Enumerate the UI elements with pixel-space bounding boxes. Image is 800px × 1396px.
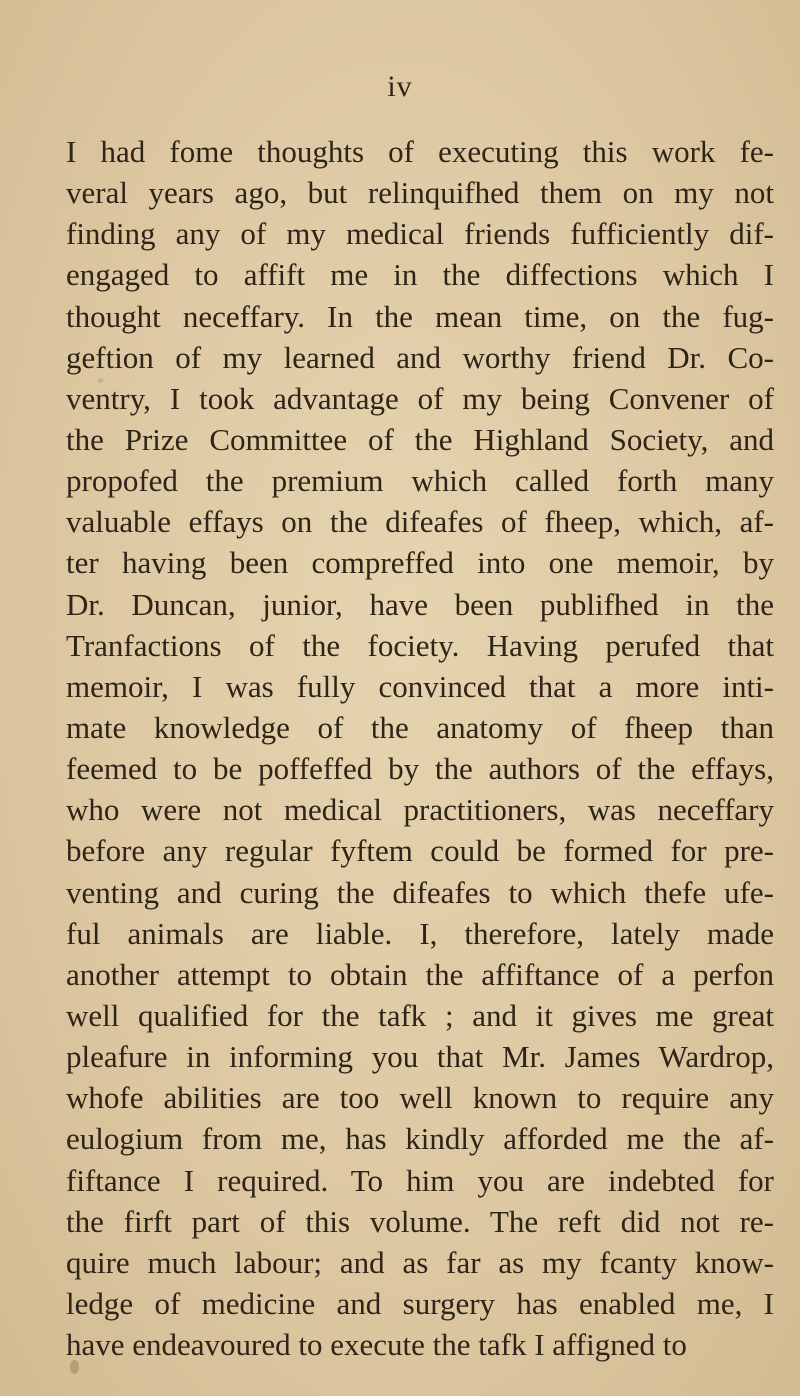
- text-line: have endeavoured to execute the tafk I affigned to: [66, 1327, 687, 1363]
- text-line: finding any of my medical friends fufficiently dif-: [66, 216, 774, 252]
- text-line: ter having been compreffed into one memoir, by: [66, 545, 774, 581]
- text-line: engaged to affift me in the diffections which I: [66, 257, 774, 293]
- text-line: fiftance I required. To him you are indebted for: [66, 1162, 774, 1198]
- text-line: memoir, I was fully convinced that a more inti-: [66, 668, 774, 704]
- text-line: ventry, I took advantage of my being Convener of: [66, 380, 774, 416]
- text-line: before any regular fyftem could be formed for pre-: [66, 833, 774, 869]
- text-line: Tranfactions of the fociety. Having perufed that: [66, 627, 774, 663]
- text-line: another attempt to obtain the affiftance of a perfon: [66, 956, 774, 992]
- text-line: mate knowledge of the anatomy of fheep than: [66, 709, 774, 745]
- text-line: ledge of medicine and surgery has enabled me, I: [66, 1285, 774, 1321]
- text-line: who were not medical practitioners, was neceffary: [66, 792, 774, 828]
- body-text: [66, 131, 774, 1365]
- text-line: the Prize Committee of the Highland Society, and: [66, 421, 774, 457]
- text-line: the firft part of this volume. The reft did not re-: [66, 1203, 774, 1239]
- text-line: geftion of my learned and worthy friend Dr. Co-: [66, 339, 774, 375]
- paper-stain: [98, 378, 103, 383]
- text-line: venting and curing the difeafes to which thefe ufe-: [66, 874, 774, 910]
- text-line: feemed to be poffeffed by the authors of the effays,: [66, 751, 774, 787]
- paper-stain: [70, 1360, 79, 1374]
- text-line: thought neceffary. In the mean time, on the fug-: [66, 298, 774, 334]
- text-line: veral years ago, but relinquifhed them on my not: [66, 175, 774, 211]
- text-line: pleafure in informing you that Mr. James Wardrop,: [66, 1039, 774, 1075]
- page-number: iv: [387, 70, 413, 103]
- text-line: valuable effays on the difeafes of fheep, which, af-: [66, 504, 774, 540]
- text-line: quire much labour; and as far as my fcanty know-: [66, 1244, 774, 1280]
- text-line: Dr. Duncan, junior, have been publifhed in the: [66, 586, 774, 622]
- text-line: whofe abilities are too well known to require any: [66, 1080, 774, 1116]
- text-line: eulogium from me, has kindly afforded me the af-: [66, 1121, 774, 1157]
- text-line: propofed the premium which called forth many: [66, 463, 774, 499]
- text-line: well qualified for the tafk ; and it gives me great: [66, 997, 774, 1033]
- text-line: ful animals are liable. I, therefore, lately made: [66, 915, 774, 951]
- text-line: I had fome thoughts of executing this work fe-: [66, 134, 774, 169]
